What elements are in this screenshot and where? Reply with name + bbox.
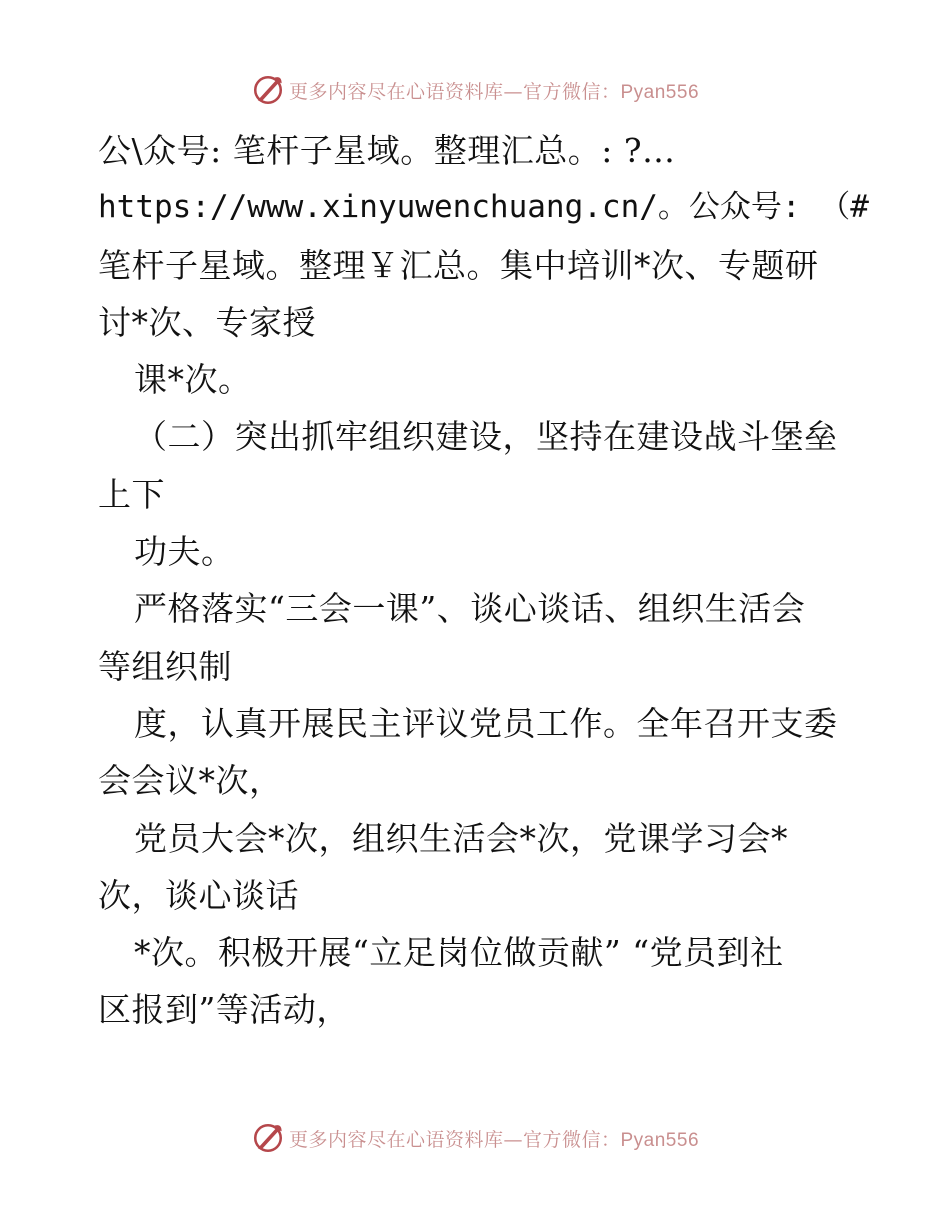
text-line: 严格落实“三会一课”、谈心谈话、组织生活会 [134, 589, 806, 629]
text-line: 次，谈心谈话 [98, 875, 299, 915]
watermark-text: 更多内容尽在心语资料库—官方微信：Pyan556 [288, 1128, 700, 1151]
quill-pen-logo-icon [251, 1121, 285, 1155]
text-line: 笔杆子星域。整理￥汇总。集中培训*次、专题研 [98, 245, 819, 285]
quill-pen-logo-icon [251, 73, 285, 107]
document-body [98, 122, 868, 1039]
text-line: *次。积极开展“立足岗位做贡献” “党员到社 [134, 933, 784, 973]
section-heading: （二）突出抓牢组织建设，坚持在建设战斗堡垒 [134, 417, 838, 457]
text-line-url: https://www.xinyuwenchuang.cn/。公众号: （# [98, 189, 869, 226]
text-line: 课*次。 [134, 360, 252, 400]
text-line: 度，认真开展民主评议党员工作。全年召开支委 [134, 703, 838, 743]
text-line: 会会议*次， [98, 761, 283, 801]
text-line: 等组织制 [98, 646, 232, 686]
watermark-text: 更多内容尽在心语资料库—官方微信：Pyan556 [288, 80, 700, 103]
text-line: 区报到”等活动， [98, 990, 350, 1030]
text-line: 功夫。 [134, 532, 235, 572]
watermark-header [0, 70, 950, 110]
text-line: 上下 [98, 474, 165, 514]
watermark-footer [0, 1118, 950, 1158]
text-line: 党员大会*次，组织生活会*次，党课学习会* [134, 818, 788, 858]
text-line: 讨*次、专家授 [98, 302, 316, 342]
text-line: 公\众号: 笔杆子星域。整理汇总。: ?… [98, 131, 676, 170]
